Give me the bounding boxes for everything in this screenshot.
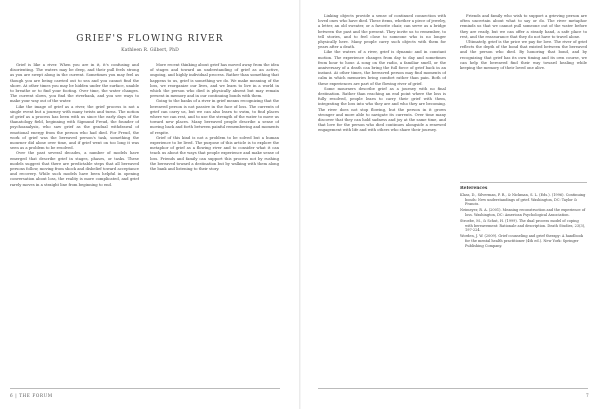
left-footer-rule <box>10 388 280 389</box>
references-section <box>460 186 587 296</box>
reference-item: Klass, D., Silverman, P. R., & Nickman, S. L. (Eds.). (1996). Continuing bonds: New understandings of grief. Washington, DC: Taylor & Francis. <box>460 193 586 207</box>
paragraph: Linking objects provide a sense of continued connection with loved ones who have died. These items, whether a piece of jewelry, a letter, an old sweater, or a favorite chair, can serve as a bridge between the past and the present. They invite us to remember, to tell stories, and to feel close to someone who is no longer physically here. Many people carry such objects with them for years after a death. <box>318 14 446 50</box>
reference-item: Worden, J. W. (2009). Grief counseling and grief therapy: A handbook for the mental health practitioner (4th ed.). New York: Springer Publishing Company. <box>460 234 583 248</box>
paragraph: Going to the banks of a river in grief means recognizing that the bereaved person is not passive in the face of loss. The currents of grief can carry us, but we can also learn to swim, to find places where we can rest, and to use the strength of the water to move us toward new places. Many bereaved people describe a sense of moving back and forth between painful remembering and moments of respite. <box>150 99 279 135</box>
right-page-column-2 <box>460 14 587 179</box>
paragraph: Grief is like a river. When you are in it, it's confusing and disorienting. The waters may be deep, and their pull feels strong as you are swept along in the current. Sometimes you may feel as though you are being carried out to sea and you cannot find the shore. At other times you may be hidden under the surface, unable to breathe or to find your footing. Over time, the water changes. The current slows, you find the riverbank, and you see ways to make your way out of the water. <box>10 63 139 104</box>
left-page-footer: 6 | THE FORUM <box>10 393 53 398</box>
article-author: Kathleen R. Gilbert, PhD <box>121 48 179 53</box>
page-gutter <box>299 0 301 409</box>
references-divider <box>460 182 587 183</box>
left-page-column-2 <box>150 63 279 381</box>
references-heading: References <box>460 186 488 191</box>
article-title: GRIEF'S FLOWING RIVER <box>76 34 224 44</box>
paragraph: Over the past several decades, a number of models have emerged that describe grief in stages, phases, or tasks. These models suggest that there are predictable steps that all bereaved persons follow, moving from shock and disbelief toward acceptance and recovery. While such models have been helpful in opening conversation about loss, the reality is more complicated, and grief rarely moves in a straight line from beginning to end. <box>10 151 139 187</box>
paragraph: Grief of this kind is not a problem to be solved but a human experience to be lived. The purpose of this article is to explore the metaphor of grief as a flowing river and to consider what it can teach us about the ways that people experience and make sense of loss. Friends and family can support this process not by rushing the bereaved toward a destination but by walking with them along the bank and listening to their story. <box>150 135 279 172</box>
paragraph: Some mourners describe grief as a journey with no final destination. Rather than reaching an end point where the loss is fully resolved, people learn to carry their grief with them, integrating the loss into who they are and who they are becoming. The river does not stop flowing, but the person in it grows stronger and more able to navigate its currents. Over time many discover that they can hold sadness and joy at the same time, and that love for the person who died continues alongside a renewed engagement with life and with others who share their journey. <box>318 86 446 133</box>
paragraph: Like the image of grief as a river, the grief process is not a single event but a journey with many twists and turns. The notion of grief as a process has been with us since the early days of the thanatology field, beginning with Sigmund Freud, the founder of psychoanalysis, who saw grief as the gradual withdrawal of emotional energy from the person who had died. For Freud, the work of grief was the bereaved person's task, something the mourner did alone over time, and if grief went on too long it was seen as a problem to be resolved. <box>10 104 139 151</box>
paragraph: More recent thinking about grief has moved away from the idea of stages and toward an understanding of grief as an active, ongoing, and highly individual process. Rather than something that happens to us, grief is something we do. We make meaning of the loss, we reorganize our lives, and we learn to live in a world in which the person who died is physically absent but may remain present in memory and in our continuing bonds with them. <box>150 63 279 99</box>
paragraph: Like the waters of a river, grief is dynamic and in constant motion. The experience changes from day to day and sometimes from hour to hour. A song on the radio, a familiar smell, or the anniversary of a death can bring the full force of grief back in an instant. At other times, the bereaved person may find moments of calm in which memories bring comfort rather than pain. Both of these experiences are part of the flowing river of grief. <box>318 50 446 86</box>
right-footer-rule <box>318 388 588 389</box>
reference-item: Neimeyer, R. A. (2001). Meaning reconstruction and the experience of loss. Washington, DC: American Psychological Association. <box>460 208 586 217</box>
reference-item: Stroebe, M., & Schut, H. (1999). The dual process model of coping with bereavement: Rationale and description. Death Studies, 23(3), 197-224. <box>460 218 586 233</box>
left-page-column-1 <box>10 63 139 381</box>
paragraph: Ultimately, grief is the price we pay for love. The river of grief reflects the depth of the bond that existed between the bereaved and the person who died. By honoring that bond, and by recognizing that grief has its own timing and its own course, we can help the bereaved find their way toward healing while keeping the memory of their loved one alive. <box>460 40 587 71</box>
right-page-column-1 <box>318 14 446 381</box>
paragraph: Friends and family who wish to support a grieving person are often uncertain about what to say or do. The river metaphor reminds us that we cannot pull someone out of the water before they are ready, but we can offer a steady hand, a safe place to rest, and the reassurance that they do not have to travel alone. <box>460 14 587 39</box>
right-page-number: 7 <box>586 393 590 398</box>
